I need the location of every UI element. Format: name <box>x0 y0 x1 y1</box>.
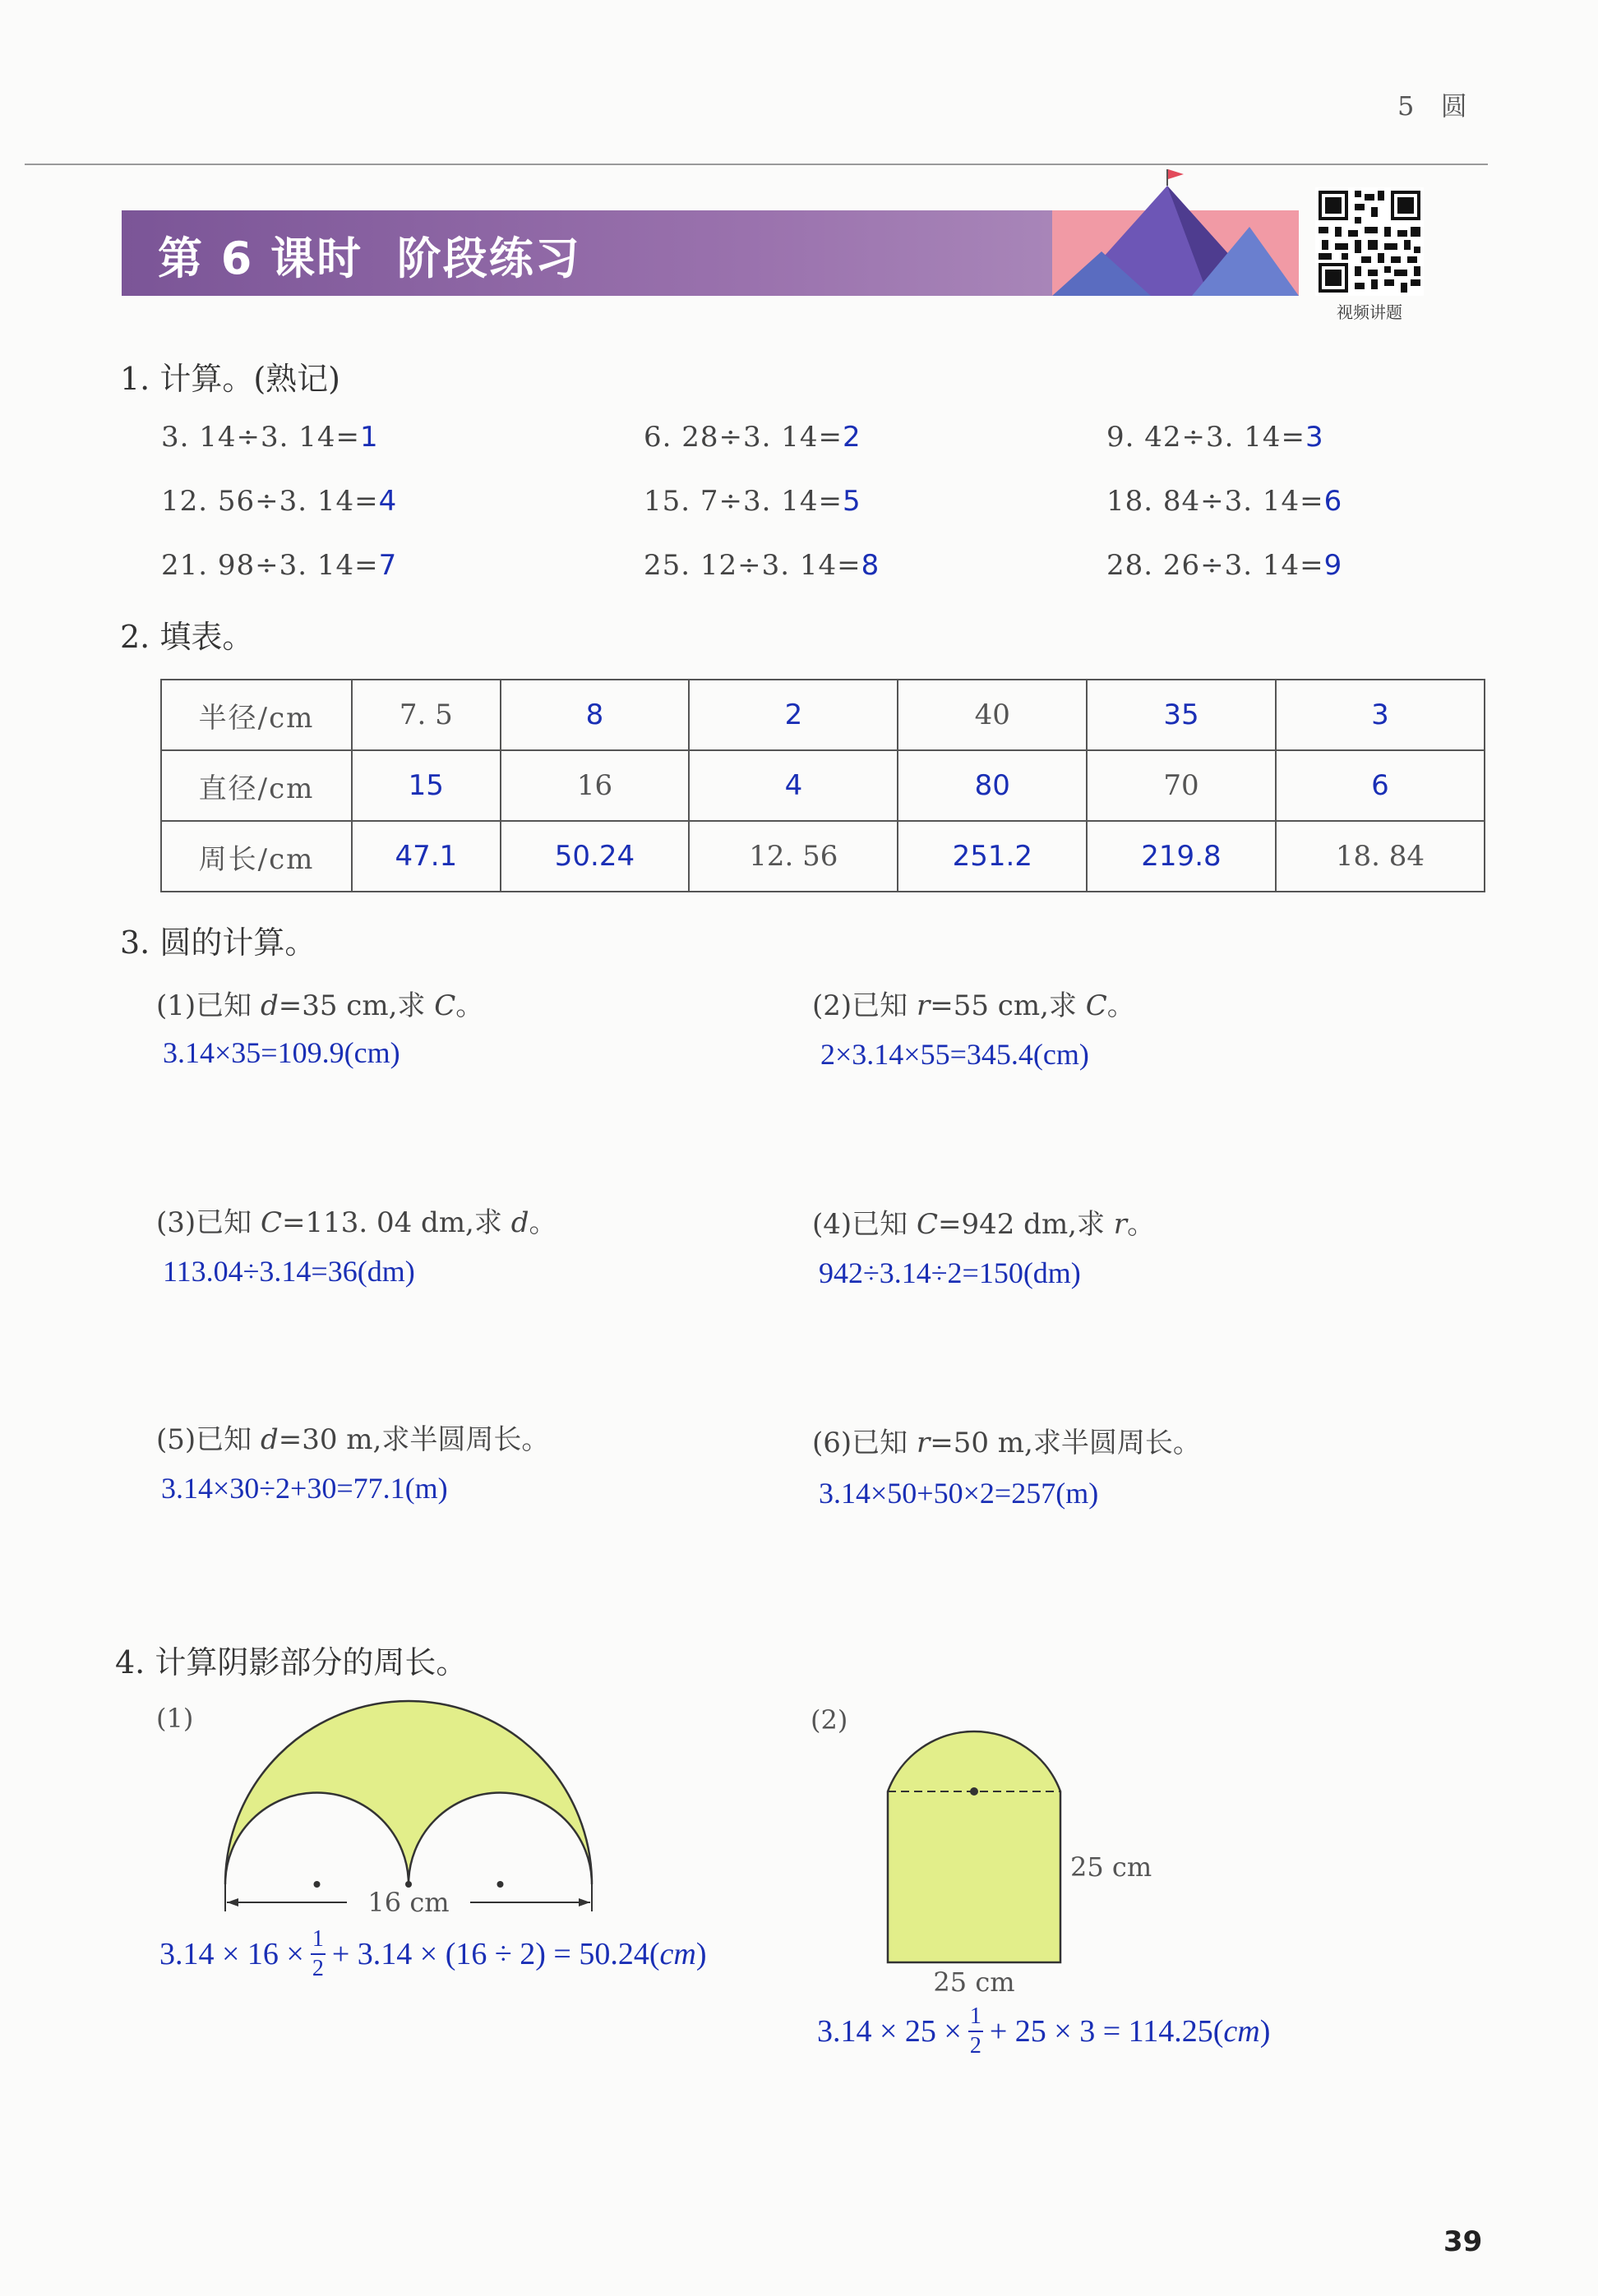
fig1-dimension: 16 cm <box>367 1887 450 1918</box>
table-cell: 7. 5 <box>352 680 501 750</box>
q3-part-solution: 942÷3.14÷2=150(dm) <box>819 1256 1081 1289</box>
q1-item: 25. 12÷3. 14=8 <box>644 549 880 582</box>
table-cell: 40 <box>898 680 1087 750</box>
table-cell-answer: 80 <box>898 750 1087 821</box>
q2-title: 2. 填表。 <box>120 619 254 655</box>
q1-title: 1. 计算。(熟记) <box>120 361 340 397</box>
q3-part-prompt: (6)已知 r=50 m,求半圆周长。 <box>812 1427 1201 1459</box>
table-cell-answer: 4 <box>689 750 898 821</box>
mountain-icon <box>1052 169 1299 297</box>
fig2-formula: 3.14 × 25 × $\frac{1}{2}$ + 25 × 3 = 114.25( cm ) <box>817 2003 1271 2059</box>
q1-item: 6. 28÷3. 14=2 <box>644 421 861 454</box>
q3-part-solution: 3.14×50+50×2=257(m) <box>819 1477 1099 1510</box>
table-cell-answer: 50.24 <box>501 821 690 892</box>
q1-item: 21. 98÷3. 14=7 <box>161 549 398 582</box>
q3-part-prompt: (2)已知 r=55 cm,求 C。 <box>812 989 1135 1022</box>
q3-part-solution: 3.14×30÷2+30=77.1(m) <box>161 1472 448 1505</box>
row-header: 半径/cm <box>161 680 352 750</box>
row-header: 周长/cm <box>161 821 352 892</box>
q3-part-solution: 2×3.14×55=345.4(cm) <box>820 1038 1089 1071</box>
table-cell: 12. 56 <box>689 821 898 892</box>
table-cell-answer: 219.8 <box>1087 821 1276 892</box>
table-cell-answer: 15 <box>352 750 501 821</box>
fig2-bottom-dimension: 25 cm <box>933 1966 1015 1997</box>
page-number: 39 <box>1443 2225 1483 2258</box>
row-header: 直径/cm <box>161 750 352 821</box>
q1-item: 15. 7÷3. 14=5 <box>644 485 861 518</box>
table-cell: 18. 84 <box>1276 821 1485 892</box>
fig1-formula: 3.14 × 16 × $\frac{1}{2}$ + 3.14 × (16 ÷ 2) = 50.24( cm ) <box>159 1926 707 1981</box>
fig2-diagram <box>875 1693 1171 1997</box>
q3-part-prompt: (3)已知 C=113. 04 dm,求 d。 <box>156 1206 557 1239</box>
table-row <box>161 680 1485 750</box>
q3-part-prompt: (5)已知 d=30 m,求半圆周长。 <box>156 1423 550 1456</box>
table-cell-answer: 8 <box>501 680 690 750</box>
table-cell: 70 <box>1087 750 1276 821</box>
lesson-title: 第 6 课时 阶段练习 <box>158 233 581 284</box>
fraction: $\frac{1}{2}$ <box>969 2003 981 2059</box>
table-cell: 16 <box>501 750 690 821</box>
table-cell-answer: 251.2 <box>898 821 1087 892</box>
qr-caption: 视频讲题 <box>1337 302 1402 322</box>
header-rule <box>25 164 1488 165</box>
table-cell-answer: 35 <box>1087 680 1276 750</box>
fig2-side-dimension: 25 cm <box>1070 1851 1152 1883</box>
table-cell-answer: 6 <box>1276 750 1485 821</box>
q1-item: 18. 84÷3. 14=6 <box>1106 485 1343 518</box>
fig1-label: (1) <box>156 1703 194 1734</box>
table-row <box>161 750 1485 821</box>
running-head: 5 圆 <box>1397 90 1471 122</box>
fill-in-table <box>160 679 1485 892</box>
table-cell-answer: 3 <box>1276 680 1485 750</box>
q1-item: 3. 14÷3. 14=1 <box>161 421 379 454</box>
q1-item: 28. 26÷3. 14=9 <box>1106 549 1343 582</box>
q3-part-solution: 113.04÷3.14=36(dm) <box>163 1255 415 1288</box>
q3-title: 3. 圆的计算。 <box>120 924 316 961</box>
table-row <box>161 821 1485 892</box>
fig2-label: (2) <box>811 1704 848 1736</box>
table-cell-answer: 47.1 <box>352 821 501 892</box>
q3-part-solution: 3.14×35=109.9(cm) <box>163 1036 400 1069</box>
table-cell-answer: 2 <box>689 680 898 750</box>
fig1-diagram <box>215 1693 602 1931</box>
q3-part-prompt: (4)已知 C=942 dm,求 r。 <box>812 1208 1156 1241</box>
q1-item: 12. 56÷3. 14=4 <box>161 485 398 518</box>
q4-title: 4. 计算阴影部分的周长。 <box>115 1644 468 1681</box>
fraction: $\frac{1}{2}$ <box>312 1926 324 1981</box>
qr-code-icon[interactable] <box>1315 187 1424 296</box>
q3-part-prompt: (1)已知 d=35 cm,求 C。 <box>156 989 484 1022</box>
q1-item: 9. 42÷3. 14=3 <box>1106 421 1324 454</box>
